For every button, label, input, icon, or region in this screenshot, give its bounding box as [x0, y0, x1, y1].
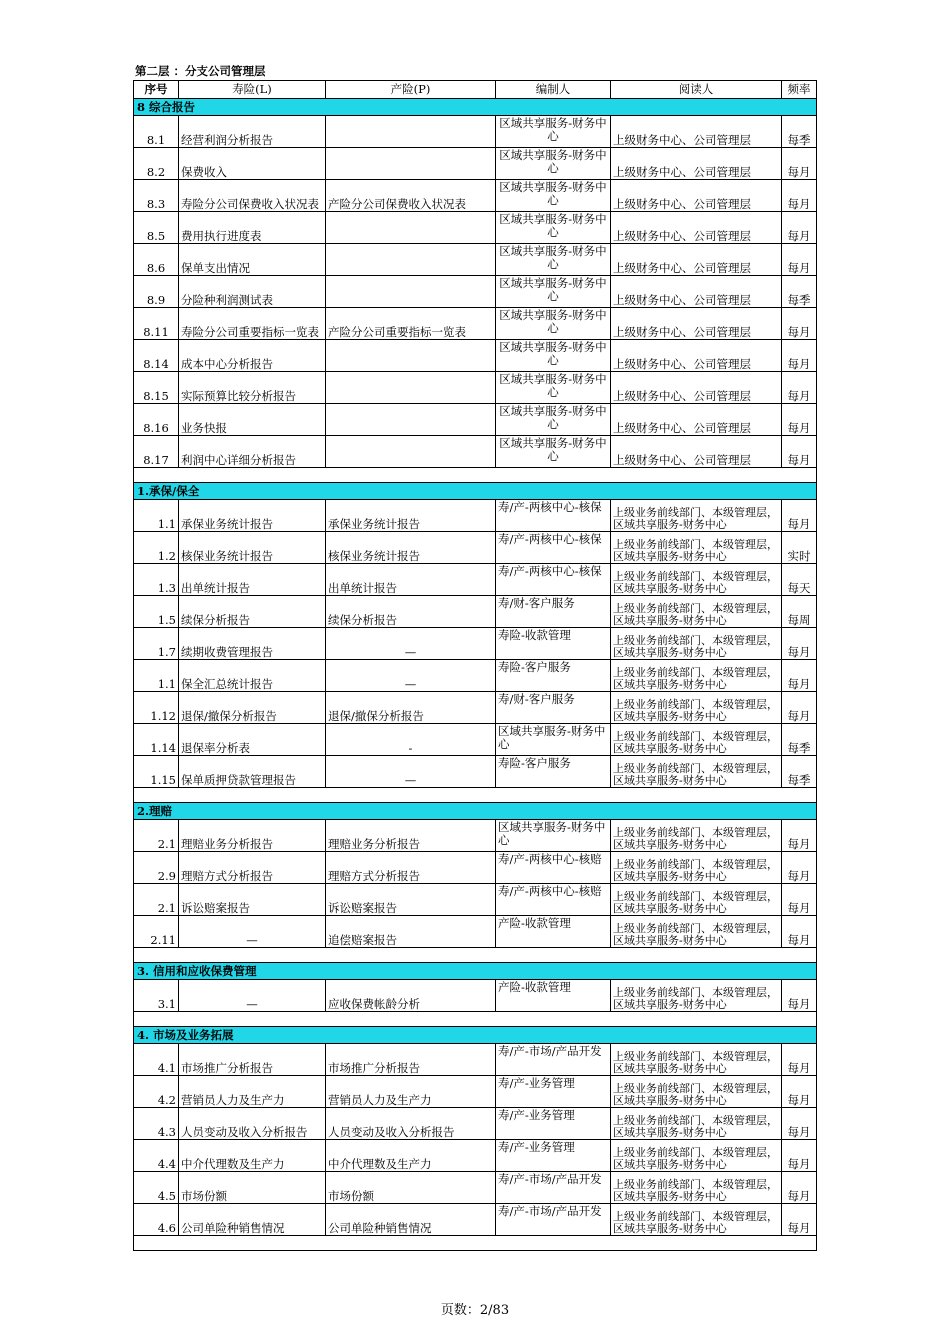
section-header	[134, 963, 817, 980]
life-report-name: 理赔业务分析报告	[179, 820, 326, 852]
table-row	[134, 148, 817, 180]
table-body	[134, 99, 817, 1251]
header-reader: 阅读人	[611, 81, 782, 99]
reader: 上级业务前线部门、本级管理层，区域共享服务-财务中心	[611, 980, 782, 1012]
frequency: 每月	[782, 340, 817, 372]
frequency: 每月	[782, 1076, 817, 1108]
property-report-name: —	[326, 628, 496, 660]
report-number: 1.1	[134, 660, 179, 692]
report-number: 1.5	[134, 596, 179, 628]
life-report-name: 分险种利润测试表	[179, 276, 326, 308]
table-row	[134, 340, 817, 372]
spacer-row	[134, 1012, 817, 1027]
property-report-name: 人员变动及收入分析报告	[326, 1108, 496, 1140]
frequency: 每季	[782, 756, 817, 788]
editor: 寿/产-业务管理	[496, 1140, 611, 1172]
editor: 区域共享服务-财务中心	[496, 724, 611, 756]
editor: 区域共享服务-财务中心	[496, 116, 611, 148]
life-report-name: 出单统计报告	[179, 564, 326, 596]
life-report-name: 寿险分公司保费收入状况表	[179, 180, 326, 212]
frequency: 每月	[782, 628, 817, 660]
property-report-name: 应收保费帐龄分析	[326, 980, 496, 1012]
property-report-name: -	[326, 724, 496, 756]
reader: 上级业务前线部门、本级管理层，区域共享服务-财务中心	[611, 1172, 782, 1204]
reader: 上级业务前线部门、本级管理层，区域共享服务-财务中心	[611, 1140, 782, 1172]
life-report-name: 承保业务统计报告	[179, 500, 326, 532]
report-number: 2.1	[134, 884, 179, 916]
report-number: 3.1	[134, 980, 179, 1012]
frequency: 每月	[782, 436, 817, 468]
reader: 上级业务前线部门、本级管理层，区域共享服务-财务中心	[611, 660, 782, 692]
frequency: 每月	[782, 1140, 817, 1172]
property-report-name: 中介代理数及生产力	[326, 1140, 496, 1172]
editor: 寿/产-业务管理	[496, 1108, 611, 1140]
life-report-name: 理赔方式分析报告	[179, 852, 326, 884]
editor: 寿险-客户服务	[496, 660, 611, 692]
table-row	[134, 820, 817, 852]
table-row	[134, 276, 817, 308]
frequency: 每天	[782, 564, 817, 596]
reader: 上级业务前线部门、本级管理层，区域共享服务-财务中心	[611, 532, 782, 564]
header-freq: 频率	[782, 81, 817, 99]
life-report-name: 市场推广分析报告	[179, 1044, 326, 1076]
table-row	[134, 1204, 817, 1236]
report-number: 1.15	[134, 756, 179, 788]
property-report-name: 续保分析报告	[326, 596, 496, 628]
editor: 产险-收款管理	[496, 916, 611, 948]
property-report-name: 追偿赔案报告	[326, 916, 496, 948]
property-report-name: 产险分公司重要指标一览表	[326, 308, 496, 340]
reader: 上级财务中心、公司管理层	[611, 212, 782, 244]
table-row	[134, 404, 817, 436]
report-number: 1.1	[134, 500, 179, 532]
life-report-name: 利润中心详细分析报告	[179, 436, 326, 468]
frequency: 每月	[782, 820, 817, 852]
table-row	[134, 500, 817, 532]
frequency: 每月	[782, 500, 817, 532]
property-report-name	[326, 116, 496, 148]
property-report-name: 市场推广分析报告	[326, 1044, 496, 1076]
reader: 上级财务中心、公司管理层	[611, 116, 782, 148]
spacer-cell	[134, 1012, 817, 1027]
frequency: 每月	[782, 180, 817, 212]
frequency: 每月	[782, 692, 817, 724]
table-row	[134, 436, 817, 468]
life-report-name: 成本中心分析报告	[179, 340, 326, 372]
life-report-name: 保单支出情况	[179, 244, 326, 276]
report-number: 8.6	[134, 244, 179, 276]
table-row	[134, 564, 817, 596]
property-report-name: 营销员人力及生产力	[326, 1076, 496, 1108]
report-number: 8.9	[134, 276, 179, 308]
layer-title: 第二层 ：分支公司管理层	[135, 64, 266, 78]
table-row	[134, 532, 817, 564]
editor: 寿/产-两核中心-核保	[496, 532, 611, 564]
report-number: 4.2	[134, 1076, 179, 1108]
reader: 上级财务中心、公司管理层	[611, 244, 782, 276]
header-property: 产险(P)	[326, 81, 496, 99]
property-report-name	[326, 244, 496, 276]
editor: 寿/产-市场/产品开发	[496, 1172, 611, 1204]
table-row	[134, 1044, 817, 1076]
life-report-name: 公司单险种销售情况	[179, 1204, 326, 1236]
spacer-row	[134, 948, 817, 963]
report-number: 2.1	[134, 820, 179, 852]
table-row	[134, 212, 817, 244]
section-title: 1.承保/保全	[134, 483, 817, 500]
report-number: 8.17	[134, 436, 179, 468]
report-number: 4.1	[134, 1044, 179, 1076]
editor: 寿/产-市场/产品开发	[496, 1204, 611, 1236]
life-report-name: 中介代理数及生产力	[179, 1140, 326, 1172]
life-report-name: 诉讼赔案报告	[179, 884, 326, 916]
section-title: 3. 信用和应收保费管理	[134, 963, 817, 980]
report-number: 1.3	[134, 564, 179, 596]
reader: 上级业务前线部门、本级管理层，区域共享服务-财务中心	[611, 596, 782, 628]
editor: 区域共享服务-财务中心	[496, 308, 611, 340]
reader: 上级业务前线部门、本级管理层，区域共享服务-财务中心	[611, 884, 782, 916]
property-report-name	[326, 436, 496, 468]
frequency: 每月	[782, 404, 817, 436]
frequency: 每月	[782, 148, 817, 180]
life-report-name: 续保分析报告	[179, 596, 326, 628]
editor: 区域共享服务-财务中心	[496, 820, 611, 852]
life-report-name: 市场份额	[179, 1172, 326, 1204]
life-report-name: 营销员人力及生产力	[179, 1076, 326, 1108]
reader: 上级业务前线部门、本级管理层，区域共享服务-财务中心	[611, 500, 782, 532]
reader: 上级业务前线部门、本级管理层，区域共享服务-财务中心	[611, 852, 782, 884]
editor: 区域共享服务-财务中心	[496, 244, 611, 276]
editor: 寿险-客户服务	[496, 756, 611, 788]
report-number: 2.9	[134, 852, 179, 884]
life-report-name: —	[179, 980, 326, 1012]
frequency: 每月	[782, 1204, 817, 1236]
table-row	[134, 756, 817, 788]
report-number: 8.3	[134, 180, 179, 212]
table-row	[134, 724, 817, 756]
report-number: 4.6	[134, 1204, 179, 1236]
property-report-name	[326, 372, 496, 404]
editor: 区域共享服务-财务中心	[496, 212, 611, 244]
report-number: 4.3	[134, 1108, 179, 1140]
table-row	[134, 660, 817, 692]
property-report-name	[326, 276, 496, 308]
property-report-name: 核保业务统计报告	[326, 532, 496, 564]
table-row	[134, 884, 817, 916]
property-report-name: —	[326, 660, 496, 692]
report-number: 8.1	[134, 116, 179, 148]
report-number: 8.11	[134, 308, 179, 340]
editor: 区域共享服务-财务中心	[496, 340, 611, 372]
life-report-name: 退保率分析表	[179, 724, 326, 756]
reader: 上级财务中心、公司管理层	[611, 404, 782, 436]
spacer-row	[134, 788, 817, 803]
property-report-name: 公司单险种销售情况	[326, 1204, 496, 1236]
section-header	[134, 803, 817, 820]
life-report-name: 人员变动及收入分析报告	[179, 1108, 326, 1140]
report-number: 4.4	[134, 1140, 179, 1172]
page-number: 页数：2/83	[440, 1303, 510, 1318]
property-report-name: 理赔方式分析报告	[326, 852, 496, 884]
header-editor: 编制人	[496, 81, 611, 99]
header-life: 寿险(L)	[179, 81, 326, 99]
header-seq: 序号	[134, 81, 179, 99]
section-header	[134, 483, 817, 500]
property-report-name	[326, 148, 496, 180]
frequency: 每季	[782, 116, 817, 148]
table-row	[134, 596, 817, 628]
reader: 上级财务中心、公司管理层	[611, 148, 782, 180]
table-row	[134, 180, 817, 212]
spacer-cell	[134, 468, 817, 483]
frequency: 每月	[782, 1172, 817, 1204]
editor: 寿/产-两核中心-核保	[496, 500, 611, 532]
property-report-name	[326, 340, 496, 372]
life-report-name: 保费收入	[179, 148, 326, 180]
reader: 上级业务前线部门、本级管理层，区域共享服务-财务中心	[611, 1044, 782, 1076]
editor: 区域共享服务-财务中心	[496, 436, 611, 468]
editor: 寿险-收款管理	[496, 628, 611, 660]
editor: 寿/产-两核中心-核赔	[496, 852, 611, 884]
report-number: 8.16	[134, 404, 179, 436]
frequency: 每月	[782, 372, 817, 404]
editor: 区域共享服务-财务中心	[496, 404, 611, 436]
property-report-name: 出单统计报告	[326, 564, 496, 596]
frequency: 每月	[782, 852, 817, 884]
property-report-name	[326, 404, 496, 436]
frequency: 每月	[782, 244, 817, 276]
table-row	[134, 852, 817, 884]
life-report-name: 核保业务统计报告	[179, 532, 326, 564]
table-row	[134, 1140, 817, 1172]
reader: 上级业务前线部门、本级管理层，区域共享服务-财务中心	[611, 724, 782, 756]
property-report-name: 市场份额	[326, 1172, 496, 1204]
frequency: 每月	[782, 660, 817, 692]
section-title: 8 综合报告	[134, 99, 817, 116]
spacer-cell	[134, 948, 817, 963]
report-number: 8.15	[134, 372, 179, 404]
property-report-name: 诉讼赔案报告	[326, 884, 496, 916]
property-report-name: 产险分公司保费收入状况表	[326, 180, 496, 212]
frequency: 每周	[782, 596, 817, 628]
reader: 上级财务中心、公司管理层	[611, 340, 782, 372]
life-report-name: 续期收费管理报告	[179, 628, 326, 660]
table-row	[134, 916, 817, 948]
table-row	[134, 116, 817, 148]
report-number: 1.2	[134, 532, 179, 564]
report-number: 1.14	[134, 724, 179, 756]
section-title: 4. 市场及业务拓展	[134, 1027, 817, 1044]
reader: 上级业务前线部门、本级管理层，区域共享服务-财务中心	[611, 916, 782, 948]
life-report-name: 保全汇总统计报告	[179, 660, 326, 692]
table-row	[134, 692, 817, 724]
report-number: 4.5	[134, 1172, 179, 1204]
life-report-name: 保单质押贷款管理报告	[179, 756, 326, 788]
life-report-name: 寿险分公司重要指标一览表	[179, 308, 326, 340]
editor: 区域共享服务-财务中心	[496, 276, 611, 308]
editor: 寿/产-两核中心-核赔	[496, 884, 611, 916]
frequency: 每季	[782, 724, 817, 756]
editor: 区域共享服务-财务中心	[496, 180, 611, 212]
editor: 区域共享服务-财务中心	[496, 148, 611, 180]
frequency: 每月	[782, 884, 817, 916]
property-report-name: —	[326, 756, 496, 788]
report-number: 1.12	[134, 692, 179, 724]
spacer-row	[134, 468, 817, 483]
reader: 上级业务前线部门、本级管理层，区域共享服务-财务中心	[611, 628, 782, 660]
frequency: 每月	[782, 1044, 817, 1076]
spacer-row	[134, 1236, 817, 1251]
frequency: 每月	[782, 212, 817, 244]
section-header	[134, 99, 817, 116]
table-row	[134, 1076, 817, 1108]
frequency: 每月	[782, 308, 817, 340]
reader: 上级业务前线部门、本级管理层，区域共享服务-财务中心	[611, 692, 782, 724]
life-report-name: 经营利润分析报告	[179, 116, 326, 148]
section-title: 2.理赔	[134, 803, 817, 820]
frequency: 实时	[782, 532, 817, 564]
spacer-cell	[134, 788, 817, 803]
table-row	[134, 372, 817, 404]
report-number: 1.7	[134, 628, 179, 660]
table-row	[134, 628, 817, 660]
report-number: 8.14	[134, 340, 179, 372]
table-row	[134, 308, 817, 340]
reader: 上级财务中心、公司管理层	[611, 436, 782, 468]
frequency: 每月	[782, 1108, 817, 1140]
frequency: 每月	[782, 916, 817, 948]
editor: 寿/产-两核中心-核保	[496, 564, 611, 596]
property-report-name: 承保业务统计报告	[326, 500, 496, 532]
frequency: 每季	[782, 276, 817, 308]
table-row	[134, 1172, 817, 1204]
table-row	[134, 244, 817, 276]
property-report-name: 理赔业务分析报告	[326, 820, 496, 852]
reader: 上级财务中心、公司管理层	[611, 180, 782, 212]
life-report-name: 退保/撤保分析报告	[179, 692, 326, 724]
reader: 上级业务前线部门、本级管理层，区域共享服务-财务中心	[611, 756, 782, 788]
editor: 寿/财-客户服务	[496, 692, 611, 724]
frequency: 每月	[782, 980, 817, 1012]
life-report-name: 实际预算比较分析报告	[179, 372, 326, 404]
reader: 上级业务前线部门、本级管理层，区域共享服务-财务中心	[611, 1076, 782, 1108]
reader: 上级业务前线部门、本级管理层，区域共享服务-财务中心	[611, 564, 782, 596]
table-row	[134, 1108, 817, 1140]
reader: 上级业务前线部门、本级管理层，区域共享服务-财务中心	[611, 1204, 782, 1236]
header-row	[134, 81, 817, 99]
editor: 区域共享服务-财务中心	[496, 372, 611, 404]
life-report-name: 费用执行进度表	[179, 212, 326, 244]
life-report-name: 业务快报	[179, 404, 326, 436]
editor: 寿/财-客户服务	[496, 596, 611, 628]
report-number: 8.5	[134, 212, 179, 244]
editor: 寿/产-市场/产品开发	[496, 1044, 611, 1076]
report-number: 8.2	[134, 148, 179, 180]
spacer-cell	[134, 1236, 817, 1251]
editor: 产险-收款管理	[496, 980, 611, 1012]
reader: 上级财务中心、公司管理层	[611, 372, 782, 404]
editor: 寿/产-业务管理	[496, 1076, 611, 1108]
reader: 上级财务中心、公司管理层	[611, 276, 782, 308]
reader: 上级业务前线部门、本级管理层，区域共享服务-财务中心	[611, 820, 782, 852]
report-table	[133, 80, 817, 1251]
reader: 上级业务前线部门、本级管理层，区域共享服务-财务中心	[611, 1108, 782, 1140]
report-number: 2.11	[134, 916, 179, 948]
report-table-container	[133, 80, 816, 1251]
life-report-name: —	[179, 916, 326, 948]
section-header	[134, 1027, 817, 1044]
table-row	[134, 980, 817, 1012]
reader: 上级财务中心、公司管理层	[611, 308, 782, 340]
property-report-name: 退保/撤保分析报告	[326, 692, 496, 724]
property-report-name	[326, 212, 496, 244]
